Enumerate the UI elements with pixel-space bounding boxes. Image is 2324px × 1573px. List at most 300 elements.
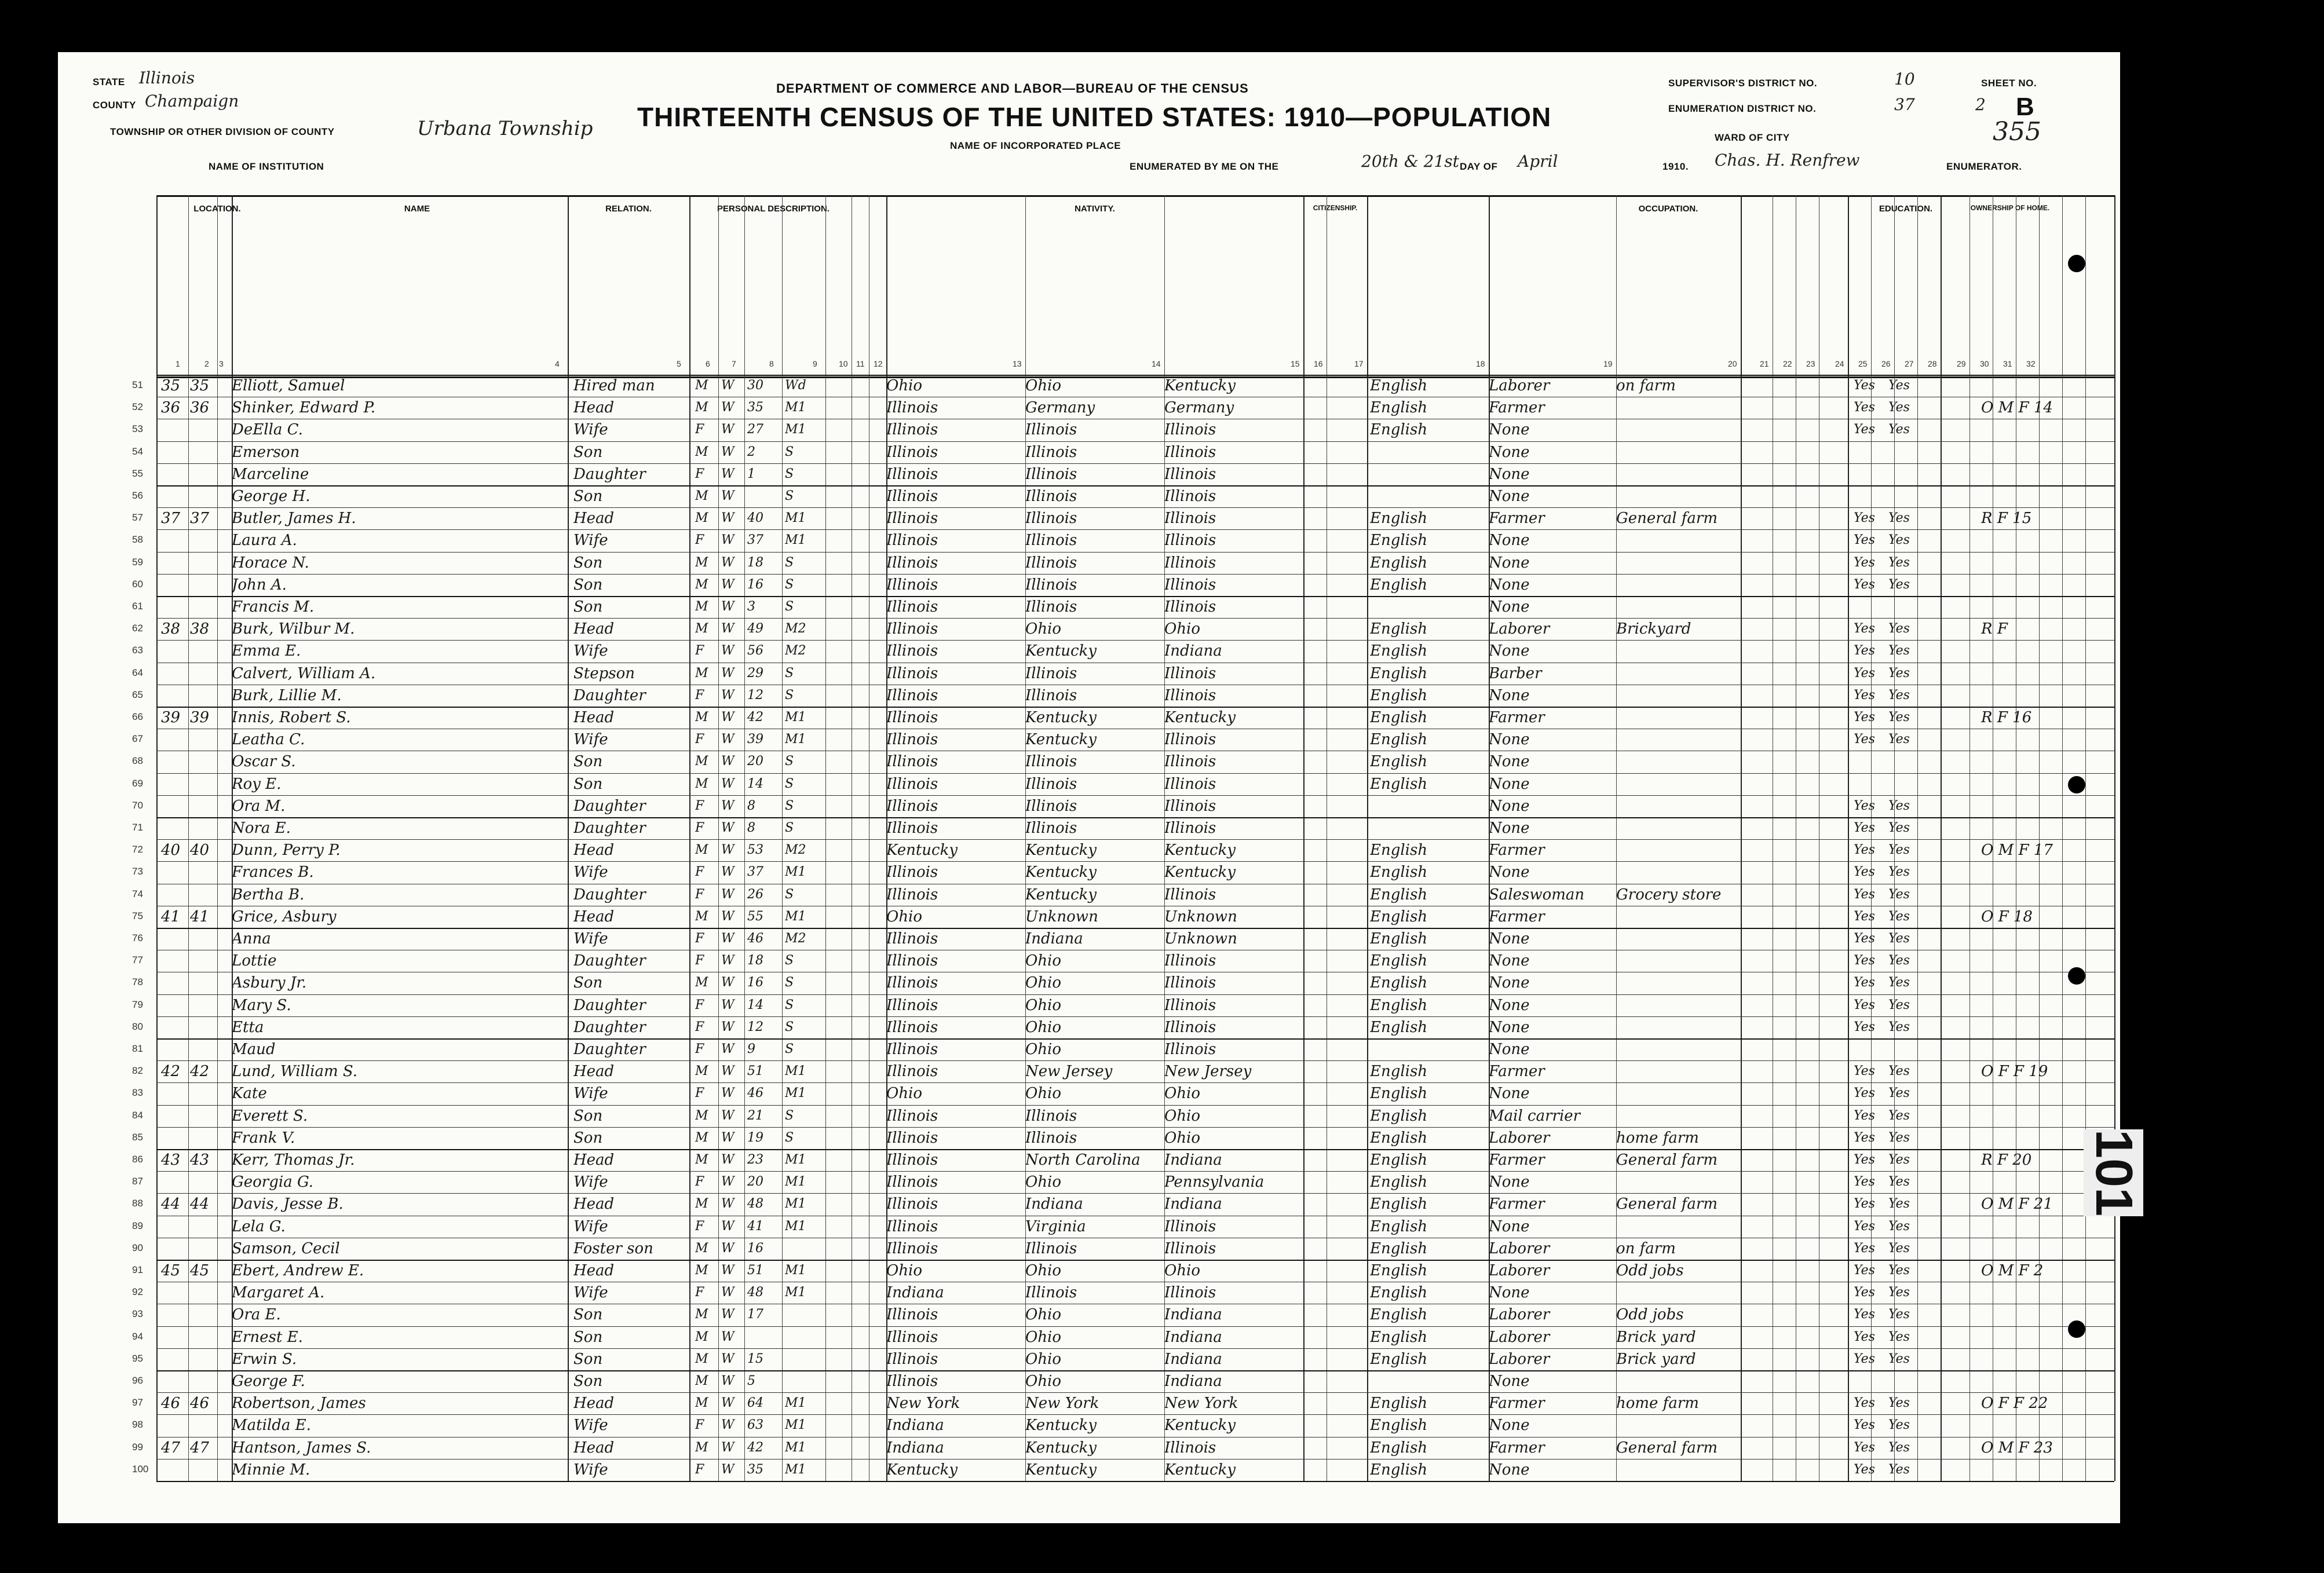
cell-write: Yes [1888,953,1910,968]
cell-name: Mary S. [232,996,291,1014]
cell-race: W [721,1153,735,1167]
cell-mother-bp: Kentucky [1164,842,1236,859]
cell-relation: Son [573,443,603,461]
cell-birthplace: Illinois [886,1217,938,1235]
cell-trade: None [1489,952,1530,970]
cell-age: 3 [747,599,755,614]
cell-home: O M F 23 [1981,1439,2053,1457]
cell-read: Yes [1854,665,1875,681]
cell-sex: M [695,444,708,459]
cell-relation: Wife [573,1085,608,1103]
cell-name: Horace N. [232,554,309,572]
page-title: THIRTEENTH CENSUS OF THE UNITED STATES: 1910—POPULATION [637,102,1552,132]
cell-relation: Head [573,510,615,528]
cell-read: Yes [1854,1019,1875,1034]
cell-sex: M [695,1064,708,1079]
cell-marital: M2 [785,643,806,659]
cell-language: English [1370,421,1428,439]
cell-read: Yes [1854,1241,1875,1256]
cell-birthplace: Illinois [886,930,938,948]
cell-trade: Laborer [1489,620,1550,638]
cell-race: W [721,643,735,659]
cell-sex: F [695,732,704,747]
cell-home: O F F 22 [1981,1395,2048,1413]
cell-marital: S [785,444,794,459]
cell-father-bp: Kentucky [1025,1417,1097,1435]
cell-read: Yes [1854,1285,1875,1300]
cell-mother-bp: Illinois [1164,996,1216,1014]
cell-birthplace: Illinois [886,1195,938,1213]
cell-language: English [1370,1439,1428,1457]
cell-age: 63 [747,1418,763,1433]
cell-write: Yes [1888,821,1910,835]
cell-trade: Farmer [1489,1395,1545,1413]
incorporated-label: NAME OF INCORPORATED PLACE [950,140,1121,151]
enumerator-name: Chas. H. Renfrew [1715,151,1860,170]
cell-trade: Farmer [1489,1063,1545,1081]
cell-sex: F [695,1219,704,1234]
column-head-location: LOCATION. [193,204,241,214]
cell-sex: F [695,865,704,880]
column-number: 20 [1728,359,1737,368]
cell-marital: S [785,555,794,570]
cell-race: W [721,1396,735,1411]
cell-family: 36 [190,399,210,417]
cell-father-bp: Kentucky [1025,642,1097,660]
cell-relation: Son [573,1328,603,1346]
line-number: 94 [132,1330,143,1342]
cell-dwelling: 43 [161,1151,181,1169]
line-number: 95 [132,1352,143,1364]
cell-relation: Daughter [573,1041,646,1058]
cell-read: Yes [1854,1175,1875,1190]
line-number: 78 [132,976,143,988]
punch-hole [2068,1320,2085,1338]
cell-birthplace: Illinois [886,1063,938,1081]
cell-mother-bp: New York [1164,1395,1238,1413]
cell-name: Ora M. [232,797,286,815]
cell-name: Emma E. [232,642,301,660]
cell-marital: M1 [785,1396,806,1411]
cell-marital: M1 [785,400,806,415]
cell-dwelling: 44 [161,1195,181,1213]
column-number: 29 [1957,359,1966,368]
grid-vline [2039,195,2040,1481]
line-number: 56 [132,490,143,501]
cell-language: English [1370,642,1428,660]
cell-name: Lela G. [232,1217,286,1235]
cell-age: 19 [747,1130,763,1145]
cell-trade: None [1489,421,1530,439]
page-stamp: 355 [1993,117,2041,147]
grid-vline [718,195,719,1481]
cell-race: W [721,1241,735,1256]
cell-sex: F [695,687,704,703]
cell-marital: S [785,466,794,481]
cell-birthplace: Illinois [886,421,938,439]
column-number: 31 [2003,359,2012,368]
column-number: 27 [1905,359,1914,368]
county-label: COUNTY [93,100,136,111]
cell-marital: S [785,1019,794,1034]
cell-father-bp: Kentucky [1025,1461,1097,1479]
cell-industry: Odd jobs [1616,1306,1684,1324]
cell-language: English [1370,532,1428,550]
cell-age: 8 [747,821,755,835]
cell-race: W [721,887,735,902]
cell-sex: F [695,931,704,946]
cell-name: Dunn, Perry P. [232,842,341,859]
column-number: 3 [219,359,224,368]
punch-hole [2068,776,2085,793]
cell-name: Nora E. [232,820,291,837]
column-number: 17 [1354,359,1364,368]
cell-age: 1 [747,466,755,481]
cell-race: W [721,1219,735,1234]
cell-trade: None [1489,797,1530,815]
cell-mother-bp: Illinois [1164,686,1216,704]
cell-name: Anna [232,930,271,948]
cell-relation: Wife [573,421,608,439]
line-number: 57 [132,512,143,524]
cell-sex: M [695,1374,708,1388]
line-number: 82 [132,1065,143,1077]
cell-race: W [721,710,735,725]
cell-read: Yes [1854,997,1875,1012]
cell-race: W [721,798,735,813]
cell-relation: Wife [573,864,608,881]
cell-mother-bp: Indiana [1164,1328,1222,1346]
enumeration-label: ENUMERATION DISTRICT NO. [1668,103,1817,114]
cell-father-bp: New Jersey [1025,1063,1113,1081]
cell-family: 44 [190,1195,210,1213]
cell-mother-bp: Illinois [1164,797,1216,815]
cell-age: 18 [747,555,763,570]
cell-family: 47 [190,1439,210,1457]
cell-language: English [1370,996,1428,1014]
cell-marital: S [785,1130,794,1145]
cell-home: O M F 2 [1981,1262,2044,1279]
cell-birthplace: Illinois [886,1306,938,1324]
cell-birthplace: Illinois [886,820,938,837]
cell-write: Yes [1888,997,1910,1012]
cell-birthplace: Illinois [886,598,938,616]
cell-write: Yes [1888,1462,1910,1477]
sheet-value: 2 [1975,95,1986,114]
cell-age: 48 [747,1285,763,1300]
grid-vline [2062,195,2063,1481]
cell-dwelling: 36 [161,399,181,417]
cell-family: 38 [190,620,210,638]
cell-race: W [721,1197,735,1212]
cell-age: 17 [747,1307,763,1322]
column-number: 24 [1835,359,1844,368]
cell-family: 43 [190,1151,210,1169]
cell-mother-bp: Indiana [1164,1306,1222,1324]
cell-sex: F [695,1285,704,1300]
cell-birthplace: Illinois [886,465,938,483]
column-number: 2 [204,359,209,368]
cell-race: W [721,466,735,481]
cell-mother-bp: Illinois [1164,1284,1216,1302]
cell-read: Yes [1854,843,1875,858]
cell-dwelling: 40 [161,842,181,859]
cell-father-bp: Illinois [1025,1107,1077,1125]
cell-industry: General farm [1616,1195,1718,1213]
cell-sex: M [695,1396,708,1411]
punch-hole [2068,967,2085,985]
line-number: 98 [132,1419,143,1431]
cell-read: Yes [1854,643,1875,659]
cell-write: Yes [1888,798,1910,813]
cell-trade: None [1489,465,1530,483]
cell-write: Yes [1888,1285,1910,1300]
cell-age: 15 [747,1351,763,1366]
cell-write: Yes [1888,1086,1910,1101]
cell-birthplace: Illinois [886,510,938,528]
cell-mother-bp: Illinois [1164,1217,1216,1235]
cell-father-bp: Ohio [1025,1350,1062,1368]
column-number: 21 [1760,359,1769,368]
cell-birthplace: Illinois [886,443,938,461]
cell-relation: Wife [573,1461,608,1479]
cell-relation: Daughter [573,886,646,903]
cell-father-bp: Ohio [1025,1041,1062,1058]
cell-age: 12 [747,1019,763,1034]
cell-write: Yes [1888,687,1910,703]
grid-vline [782,195,783,1481]
cell-name: Emerson [232,443,300,461]
line-number: 76 [132,932,143,943]
cell-mother-bp: Indiana [1164,1195,1222,1213]
cell-relation: Son [573,1306,603,1324]
cell-race: W [721,511,735,526]
cell-mother-bp: Kentucky [1164,864,1236,881]
cell-read: Yes [1854,1108,1875,1123]
cell-industry: on farm [1616,377,1676,394]
cell-birthplace: Kentucky [886,842,958,859]
cell-trade: Farmer [1489,1151,1545,1169]
cell-sex: M [695,621,708,636]
enumerator-label: ENUMERATOR. [1946,161,2022,172]
cell-trade: None [1489,1284,1530,1302]
cell-write: Yes [1888,909,1910,924]
cell-name: Robertson, James [232,1395,366,1413]
cell-relation: Wife [573,930,608,948]
cell-race: W [721,555,735,570]
cell-birthplace: Illinois [886,576,938,594]
cell-relation: Son [573,1373,603,1390]
cell-race: W [721,1351,735,1366]
cell-language: English [1370,1461,1428,1479]
cell-trade: None [1489,1173,1530,1191]
cell-write: Yes [1888,1418,1910,1433]
cell-sex: F [695,643,704,659]
line-number: 53 [132,423,143,435]
cell-race: W [721,843,735,858]
cell-father-bp: Illinois [1025,820,1077,837]
cell-sex: M [695,1197,708,1212]
cell-name: Etta [232,1018,264,1036]
cell-mother-bp: Illinois [1164,974,1216,992]
cell-name: Leatha C. [232,731,305,749]
cell-dwelling: 35 [161,377,181,394]
cell-age: 64 [747,1396,763,1411]
column-head-name: NAME [404,204,430,214]
cell-age: 51 [747,1064,763,1079]
cell-sex: F [695,1418,704,1433]
cell-trade: None [1489,1461,1530,1479]
column-head-ownership: OWNERSHIP OF HOME. [1970,204,2050,212]
cell-name: Everett S. [232,1107,308,1125]
cell-sex: M [695,1130,708,1145]
cell-trade: None [1489,930,1530,948]
column-number: 26 [1881,359,1891,368]
cell-birthplace: Illinois [886,974,938,992]
cell-relation: Son [573,1129,603,1147]
cell-language: English [1370,1395,1428,1413]
cell-mother-bp: Indiana [1164,1151,1222,1169]
cell-language: English [1370,1018,1428,1036]
column-head-personal: PERSONAL DESCRIPTION. [717,204,830,214]
cell-read: Yes [1854,710,1875,725]
cell-relation: Son [573,1350,603,1368]
cell-race: W [721,754,735,769]
cell-race: W [721,909,735,924]
cell-name: Margaret A. [232,1284,325,1302]
cell-father-bp: Illinois [1025,510,1077,528]
cell-birthplace: Indiana [886,1439,944,1457]
cell-name: Frank V. [232,1129,295,1147]
cell-family: 35 [190,377,210,394]
cell-mother-bp: Germany [1164,399,1234,417]
grid-vline [1367,195,1368,1481]
cell-marital: S [785,953,794,968]
cell-trade: Farmer [1489,510,1545,528]
cell-relation: Head [573,1395,615,1413]
cell-sex: M [695,599,708,614]
line-number: 68 [132,755,143,767]
cell-mother-bp: Indiana [1164,642,1222,660]
cell-language: English [1370,686,1428,704]
cell-read: Yes [1854,555,1875,570]
cell-language: English [1370,1284,1428,1302]
cell-sex: M [695,511,708,526]
cell-mother-bp: Illinois [1164,465,1216,483]
cell-race: W [721,821,735,835]
cell-mother-bp: Illinois [1164,820,1216,837]
cell-relation: Wife [573,1217,608,1235]
cell-marital: M2 [785,931,806,946]
line-number: 89 [132,1220,143,1231]
cell-marital: S [785,754,794,769]
cell-trade: Laborer [1489,1350,1550,1368]
cell-write: Yes [1888,710,1910,725]
cell-trade: Farmer [1489,842,1545,859]
cell-sex: M [695,754,708,769]
cell-sex: F [695,1175,704,1190]
line-number: 72 [132,844,143,855]
cell-age: 35 [747,1462,763,1477]
cell-trade: None [1489,488,1530,505]
cell-home: O M F 17 [1981,842,2053,859]
cell-age: 18 [747,953,763,968]
cell-language: English [1370,1063,1428,1081]
cell-birthplace: Illinois [886,1239,938,1257]
line-number: 99 [132,1441,143,1453]
institution-label: NAME OF INSTITUTION [209,161,324,172]
cell-father-bp: Kentucky [1025,1439,1097,1457]
cell-read: Yes [1854,511,1875,526]
line-number: 84 [132,1109,143,1121]
cell-marital: M1 [785,422,806,437]
cell-family: 37 [190,510,210,528]
cell-father-bp: Illinois [1025,686,1077,704]
cell-father-bp: Kentucky [1025,886,1097,903]
column-number: 10 [839,359,848,368]
cell-sex: M [695,1153,708,1167]
column-number: 32 [2026,359,2036,368]
line-number: 55 [132,467,143,479]
cell-mother-bp: Ohio [1164,620,1201,638]
cell-mother-bp: Pennsylvania [1164,1173,1265,1191]
cell-write: Yes [1888,1307,1910,1322]
cell-race: W [721,1042,735,1056]
cell-home: O F 18 [1981,908,2033,925]
line-number: 62 [132,623,143,634]
cell-write: Yes [1888,1396,1910,1411]
cell-sex: M [695,665,708,681]
grid-vline [744,195,745,1481]
cell-name: Minnie M. [232,1461,310,1479]
cell-father-bp: Ohio [1025,952,1062,970]
cell-mother-bp: Kentucky [1164,1461,1236,1479]
line-number: 51 [132,379,143,390]
cell-read: Yes [1854,378,1875,393]
cell-birthplace: Illinois [886,753,938,771]
cell-dwelling: 47 [161,1439,181,1457]
cell-home: R F 16 [1981,709,2032,726]
cell-sex: M [695,1351,708,1366]
cell-marital: M1 [785,1418,806,1433]
cell-father-bp: Illinois [1025,664,1077,682]
cell-sex: M [695,489,708,503]
cell-age: 55 [747,909,763,924]
cell-write: Yes [1888,577,1910,592]
cell-race: W [721,1440,735,1455]
cell-marital: M1 [785,1440,806,1455]
cell-relation: Head [573,709,615,726]
state-label: STATE [93,76,125,87]
cell-age: 21 [747,1108,763,1123]
cell-trade: Laborer [1489,1129,1550,1147]
cell-industry: Grocery store [1616,886,1722,903]
cell-language: English [1370,1217,1428,1235]
line-number: 54 [132,445,143,457]
cell-read: Yes [1854,1263,1875,1278]
cell-language: English [1370,753,1428,771]
cell-name: Maud [232,1041,276,1058]
cell-name: Burk, Lillie M. [232,686,342,704]
cell-age: 12 [747,687,763,703]
cell-father-bp: Kentucky [1025,709,1097,726]
cell-mother-bp: Ohio [1164,1262,1201,1279]
cell-trade: None [1489,1417,1530,1435]
cell-sex: F [695,1086,704,1101]
cell-read: Yes [1854,400,1875,415]
cell-read: Yes [1854,953,1875,968]
cell-name: Erwin S. [232,1350,297,1368]
